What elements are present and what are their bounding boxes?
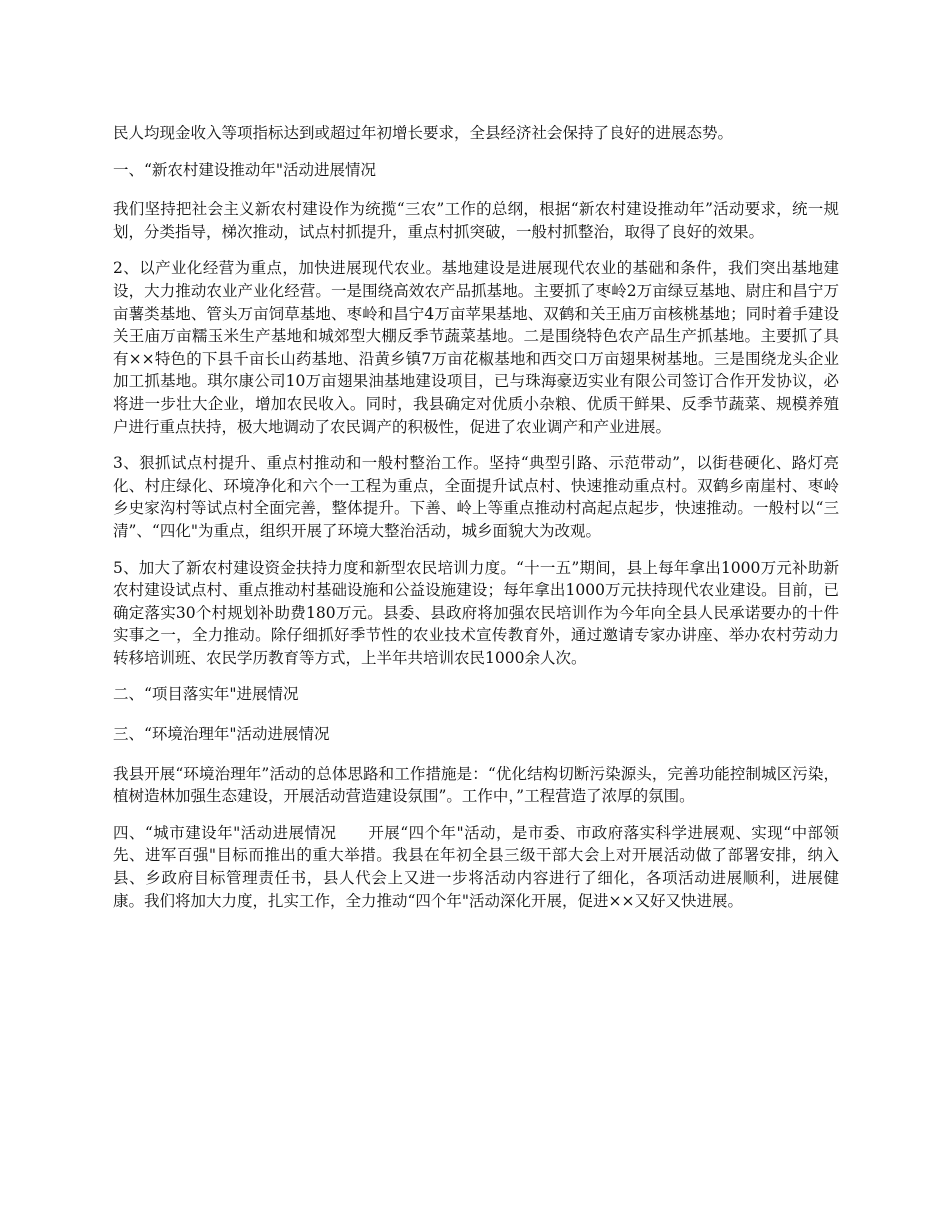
new-countryside-summary-paragraph: 我们坚持把社会主义新农村建设作为统揽“三农”工作的总纲，根据“新农村建设推动年”活动要求，统一规划，分类指导，梯次推动，试点村抓提升，重点村抓突破，一般村抓整治，取得了良好的效果。: [113, 200, 839, 241]
village-improvement-paragraph: 3、狠抓试点村提升、重点村推动和一般村整治工作。坚持“典型引路、示范带动”，以街巷硬化、路灯亮化、村庄绿化、环境净化和六个一工程为重点，全面提升试点村、快速推动重点村。双鹤乡南崖村、枣岭乡史家沟村等试点村全面完善，整体提升。下善、岭上等重点推动村高起点起步，快速推动。一般村以“三清”、“四化"为重点，组织开展了环境大整治活动，城乡面貌大为改观。: [113, 454, 839, 540]
funding-training-paragraph: 5、加大了新农村建设资金扶持力度和新型农民培训力度。“十一五”期间，县上每年拿出1000万元补助新农村建设试点村、重点推动村基础设施和公益设施建设；每年拿出1000万元扶持现代农业建设。目前，已确定落实30个村规划补助费180万元。县委、县政府将加强农民培训作为今年向全县人民承诺要办的十件实事之一，全力推动。除仔细抓好季节性的农业技术宣传教育外，通过邀请专家办讲座、举办农村劳动力转移培训班、农民学历教育等方式，上半年共培训农民1000余人次。: [113, 558, 839, 667]
intro-paragraph: 民人均现金收入等项指标达到或超过年初增长要求，全县经济社会保持了良好的进展态势。: [113, 124, 734, 142]
section-heading-environment: 三、“环境治理年"活动进展情况: [113, 725, 330, 744]
environment-paragraph: 我县开展“环境治理年”活动的总体思路和工作措施是：“优化结构切断污染源头，完善功能控制城区污染，植树造林加强生态建设，开展活动营造建设氛围”。工作中，”工程营造了浓厚的氛围。: [113, 764, 839, 806]
urban-construction-paragraph: 四、“城市建设年"活动进展情况 开展“四个年"活动，是市委、市政府落实科学进展观、实现“中部领先、进军百强"目标而推出的重大举措。我县在年初全县三级干部大会上对开展活动做了部署安排，纳入县、乡政府目标管理责任书，县人代会上又进一步将活动内容进行了细化，各项活动进展顺利，进展健康。我们将加大力度，扎实工作，全力推动“四个年"活动深化开展，促进××又好又快进展。: [113, 823, 839, 910]
modern-agriculture-paragraph: 2、以产业化经营为重点，加快进展现代农业。基地建设是进展现代农业的基础和条件，我们突出基地建设，大力推动农业产业化经营。一是围绕高效农产品抓基地。主要抓了枣岭2万亩绿豆基地、尉庄和昌宁万亩薯类基地、管头万亩饲草基地、枣岭和昌宁4万亩苹果基地、双鹤和关王庙万亩核桃基地；同时着手建设关王庙万亩糯玉米生产基地和城郊型大棚反季节蔬菜基地。二是围绕特色农产品生产抓基地。主要抓了具有××特色的下县千亩长山药基地、沿黄乡镇7万亩花椒基地和西交口万亩翅果树基地。三是围绕龙头企业加工抓基地。琪尔康公司10万亩翅果油基地建设项目，已与珠海豪迈实业有限公司签订合作开发协议，必将进一步壮大企业，增加农民收入。同时，我县确定对优质小杂粮、优质干鲜果、反季节蔬菜、规模养殖户进行重点扶持，极大地调动了农民调产的积极性，促进了农业调产和产业进展。: [113, 259, 839, 436]
section-heading-new-countryside: 一、“新农村建设推动年"活动进展情况: [113, 160, 377, 179]
section-heading-project-implementation: 二、“项目落实年"进展情况: [113, 685, 299, 704]
document-body: [113, 122, 839, 926]
